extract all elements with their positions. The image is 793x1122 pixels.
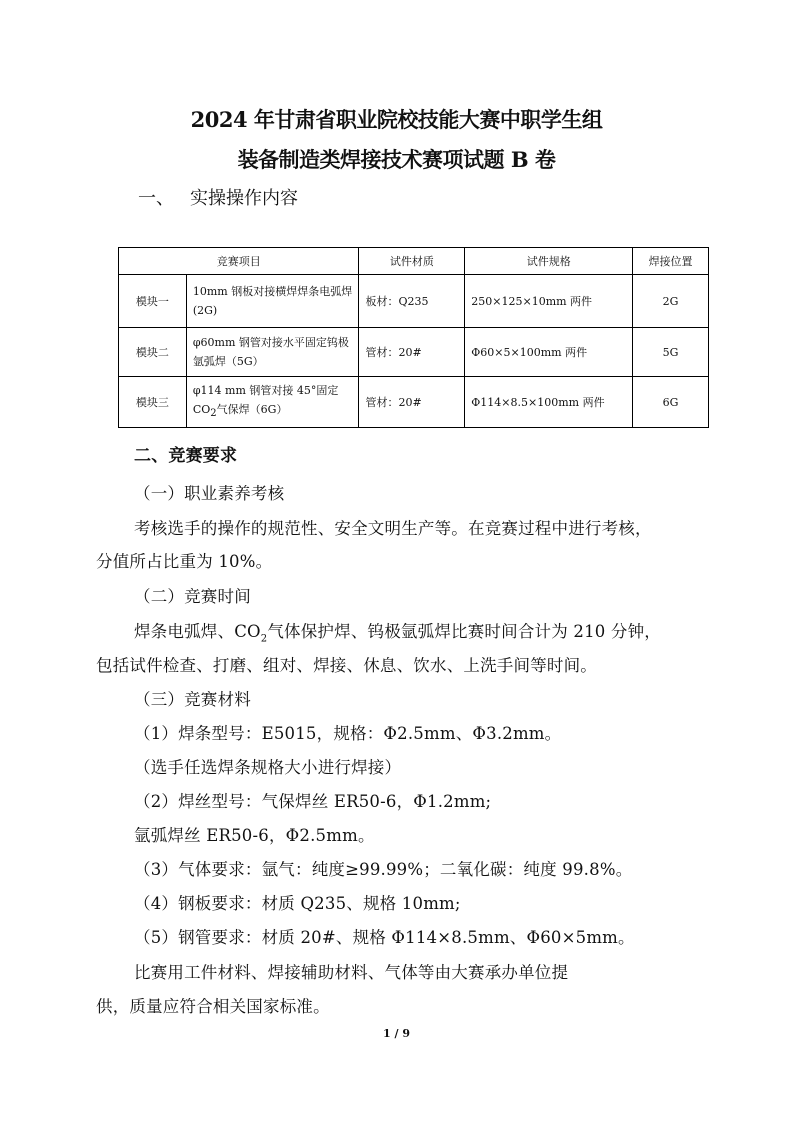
spec-cell: Φ114×8.5×100mm 两件 [465, 377, 633, 428]
material-item-5: （5）钢管要求：材质 20#、规格 Φ114×8.5mm、Φ60×5mm。 [134, 928, 635, 947]
item-cell [186, 377, 359, 428]
spec-cell: 250×125×10mm 两件 [465, 275, 633, 328]
paragraph2-line2: 包括试件检查、打磨、组对、焊接、休息、饮水、上洗手间等时间。 [96, 656, 597, 675]
paragraph-text: 焊条电弧焊、CO [134, 622, 261, 641]
document-title-line1: 2024 年甘肃省职业院校技能大赛中职学生组 [190, 107, 603, 132]
subscript: 2 [210, 408, 217, 420]
paragraph-text: 气体保护焊、钨极氩弧焊比赛时间合计为 210 分钟， [267, 622, 662, 641]
material-item-3: （3）气体要求：氩气：纯度≥99.99%；二氧化碳：纯度 99.8%。 [134, 860, 633, 879]
material-item-2: （2）焊丝型号：气保焊丝 ER50-6，Φ1.2mm; [134, 792, 492, 811]
subsection2-heading: （二）竞赛时间 [134, 587, 251, 606]
subsection1-heading: （一）职业素养考核 [134, 484, 285, 503]
table-row [119, 328, 709, 377]
subscript: 2 [260, 633, 268, 645]
position-cell: 5G [633, 328, 709, 377]
item-text: φ114 mm 钢管对接 45°固定 CO [192, 383, 339, 416]
paragraph1-line2: 分值所占比重为 10%。 [96, 552, 273, 571]
document-title-line2: 装备制造类焊接技术赛项试题 B 卷 [237, 147, 556, 172]
material-item-1: （1）焊条型号：E5015，规格：Φ2.5mm、Φ3.2mm。 [134, 724, 562, 743]
competition-table [118, 247, 709, 428]
material-note: （选手任选焊条规格大小进行焊接） [134, 758, 402, 777]
table-header: 试件规格 [465, 248, 633, 275]
section1-label: 实操操作内容 [190, 188, 298, 209]
material-cell: 板材：Q235 [359, 275, 465, 328]
material-cell: 管材：20# [359, 328, 465, 377]
paragraph1-line1: 考核选手的操作的规范性、安全文明生产等。在竞赛过程中进行考核， [134, 519, 652, 538]
item-text: 气保焊（6G） [216, 402, 288, 416]
paragraph3-line2: 供，质量应符合相关国家标准。 [96, 997, 330, 1016]
section1-heading [138, 184, 298, 210]
subsection3-heading: （三）竞赛材料 [134, 690, 251, 709]
material-item-4: （4）钢板要求：材质 Q235、规格 10mm; [134, 894, 461, 913]
item-cell: 10mm 钢板对接横焊焊条电弧焊(2G) [186, 275, 359, 328]
page-number: 1 / 9 [383, 1027, 410, 1040]
item-cell: φ60mm 钢管对接水平固定钨极氩弧焊（5G） [186, 328, 359, 377]
table-row [119, 377, 709, 428]
spec-cell: Φ60×5×100mm 两件 [465, 328, 633, 377]
table-header: 竞赛项目 [119, 248, 359, 275]
table-row [119, 275, 709, 328]
module-cell: 模块二 [119, 328, 187, 377]
module-cell: 模块一 [119, 275, 187, 328]
position-cell: 2G [633, 275, 709, 328]
table-header: 试件材质 [359, 248, 465, 275]
section2-heading: 二、竞赛要求 [134, 446, 238, 466]
paragraph3-line1: 比赛用工件材料、焊接辅助材料、气体等由大赛承办单位提 [134, 963, 569, 982]
paragraph2-line1 [134, 618, 661, 644]
section1-number: 一、 [138, 188, 174, 209]
material-item-2-cont: 氩弧焊丝 ER50-6，Φ2.5mm。 [134, 826, 375, 845]
table-header-row [119, 248, 709, 275]
material-cell: 管材：20# [359, 377, 465, 428]
module-cell: 模块三 [119, 377, 187, 428]
position-cell: 6G [633, 377, 709, 428]
table-header: 焊接位置 [633, 248, 709, 275]
